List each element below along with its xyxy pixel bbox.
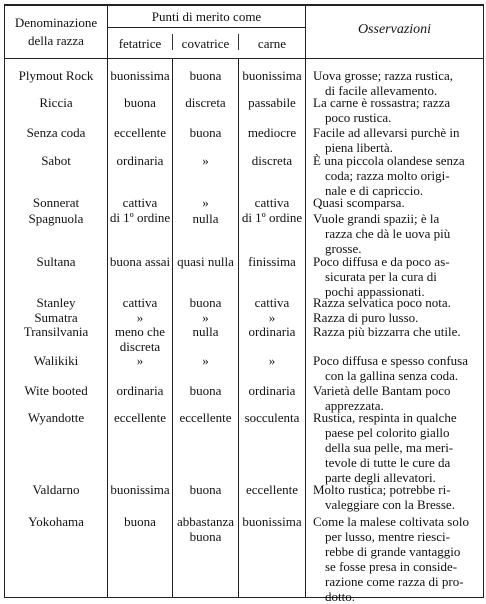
observation-line: grosse.	[325, 241, 362, 256]
merit-car: finissima	[248, 254, 296, 269]
merit-cov: nulla	[192, 324, 219, 339]
merit-fet: ordinaria	[116, 383, 164, 398]
merit-fet: buona	[124, 514, 156, 529]
breed-name: Yokohama	[28, 514, 84, 529]
merit-car: mediocre	[247, 125, 297, 140]
observation-line: tevole di tutte le cure da	[325, 455, 451, 470]
observation-line: con la gallina senza coda.	[325, 368, 459, 383]
breed-name: Sabot	[41, 153, 71, 168]
merit-cov: buona	[189, 295, 222, 310]
observation-line: coda; razza molto origi-	[325, 168, 450, 183]
observation-line: valeggiare con la Bresse.	[325, 497, 455, 512]
merit-fet: buona	[124, 95, 156, 110]
merit-fet: cattiva	[122, 195, 158, 210]
observation-line: Poco diffusa e da poco as-	[313, 254, 450, 269]
merit-cov: discreta	[185, 95, 226, 110]
merit-fet: di 1º ordine	[109, 210, 171, 225]
header-denominazione-line1: Denominazione	[14, 15, 98, 30]
observation-line: Varietà delle Bantam poco	[313, 383, 451, 398]
merit-cov: »	[202, 153, 209, 168]
header-osservazioni: Osservazioni	[357, 22, 432, 37]
merit-car: ordinaria	[248, 324, 296, 339]
merit-fet: »	[136, 353, 144, 368]
merit-fet: meno che	[114, 324, 166, 339]
merit-car: di 1º ordine	[241, 210, 303, 225]
merit-fet: eccellente	[114, 125, 166, 140]
merit-car: cattiva	[254, 195, 290, 210]
header-bottom-rule	[4, 58, 484, 59]
merit-car: passabile	[248, 95, 296, 110]
breed-name: Wyandotte	[27, 410, 85, 425]
merit-cov: buona	[189, 125, 222, 140]
merit-fet: cattiva	[122, 295, 158, 310]
observation-line: per lusso, mentre riesci-	[325, 529, 450, 544]
header-denominazione-line2: della razza	[28, 33, 84, 48]
breed-name: Spagnuola	[28, 211, 84, 226]
merit-car: ordinaria	[248, 383, 296, 398]
merit-cov: buona	[189, 68, 222, 83]
header-punti: Punti di merito come	[151, 9, 262, 24]
merit-cov: nulla	[192, 211, 219, 226]
merit-fet: discreta	[119, 339, 161, 354]
merit-cov: quasi nulla	[177, 254, 234, 269]
merit-cov: buona	[189, 482, 222, 497]
merit-cov: eccellente	[179, 410, 232, 425]
breed-name: Senza coda	[26, 125, 86, 140]
merit-cov: buona	[189, 529, 222, 544]
merit-car: buonissima	[242, 514, 302, 529]
header-covatrice: covatrice	[181, 36, 230, 51]
breed-name: Stanley	[36, 295, 76, 310]
observation-line: Come la malese coltivata solo	[313, 514, 469, 529]
observation-line: piena libertà.	[325, 140, 393, 155]
observation-line: Molto rustica; potrebbe ri-	[313, 482, 451, 497]
header-denominazione	[5, 15, 107, 48]
observation-line: Razza selvatica poco nota.	[313, 295, 451, 310]
right-border	[483, 4, 484, 598]
breed-name: Riccia	[39, 95, 73, 110]
observation-line: nale e di capriccio.	[325, 183, 424, 198]
observation-line: razza che dà le uova più	[325, 226, 451, 241]
observation-line: pochi appassionati.	[325, 284, 425, 299]
merit-fet: »	[136, 310, 144, 325]
observation-line: È una piccola olandese senza	[313, 153, 465, 168]
observation-line: parte degli allevatori.	[325, 470, 436, 485]
observation-line: La carne è rossastra; razza	[313, 95, 451, 110]
merit-cov: »	[202, 195, 209, 210]
observation-line: Quasi scomparsa.	[313, 195, 405, 210]
breed-name: Sonnerat	[32, 195, 80, 210]
observation-line: paese pel colorito giallo	[325, 425, 450, 440]
observation-line: Poco diffusa e spesso confusa	[313, 353, 469, 368]
breed-name: Wite booted	[24, 383, 88, 398]
breed-name: Transilvania	[23, 324, 89, 339]
col-rule-car	[305, 4, 306, 598]
header-fetatrice: fetatrice	[118, 36, 162, 51]
observation-line: se fosse presa in conside-	[325, 559, 458, 574]
merit-fet: buonissima	[110, 68, 170, 83]
observation-line: Razza più bizzarra che utile.	[313, 324, 461, 339]
observation-line: razione come razza di pro-	[325, 574, 464, 589]
merit-fet: ordinaria	[116, 153, 164, 168]
merit-car: »	[268, 310, 276, 325]
observation-line: dotto.	[325, 589, 355, 604]
observation-line: Facile ad allevarsi purchè in	[313, 125, 460, 140]
top-rule	[4, 4, 484, 6]
merit-car: cattiva	[254, 295, 290, 310]
merit-car: buonissima	[242, 68, 302, 83]
observation-line: di facile allevamento.	[325, 83, 438, 98]
merit-car: discreta	[251, 153, 293, 168]
merit-car: »	[268, 353, 276, 368]
breed-name: Sultana	[36, 254, 76, 269]
merit-fet: buona assai	[109, 254, 171, 269]
header-carne: carne	[257, 36, 287, 51]
merit-car: socculenta	[244, 410, 300, 425]
observation-line: Uova grosse; razza rustica,	[313, 68, 454, 83]
observation-line: Razza di puro lusso.	[313, 310, 419, 325]
punti-underline	[107, 27, 305, 28]
breed-name: Valdarno	[32, 482, 80, 497]
merit-fet: buonissima	[110, 482, 170, 497]
merit-cov: »	[202, 353, 209, 368]
observation-line: rebbe di grande vantaggio	[325, 544, 461, 559]
observation-line: della sua pelle, ma meri-	[325, 440, 454, 455]
merit-car: eccellente	[246, 482, 298, 497]
merit-cov: »	[202, 310, 209, 325]
observation-line: Rustica, respinta in qualche	[313, 410, 457, 425]
merit-cov: buona	[189, 383, 222, 398]
merit-cov: abbastanza	[176, 514, 235, 529]
observation-line: Vuole grandi spazii; è la	[313, 211, 440, 226]
observation-line: apprezzata.	[325, 398, 384, 413]
observation-line: sicurata per la cura di	[325, 269, 437, 284]
breed-name: Sumatra	[34, 310, 78, 325]
merit-fet: eccellente	[114, 410, 166, 425]
breed-name: Walikiki	[33, 353, 79, 368]
observation-line: poco rustica.	[325, 110, 392, 125]
breed-name: Plymout Rock	[18, 68, 94, 83]
